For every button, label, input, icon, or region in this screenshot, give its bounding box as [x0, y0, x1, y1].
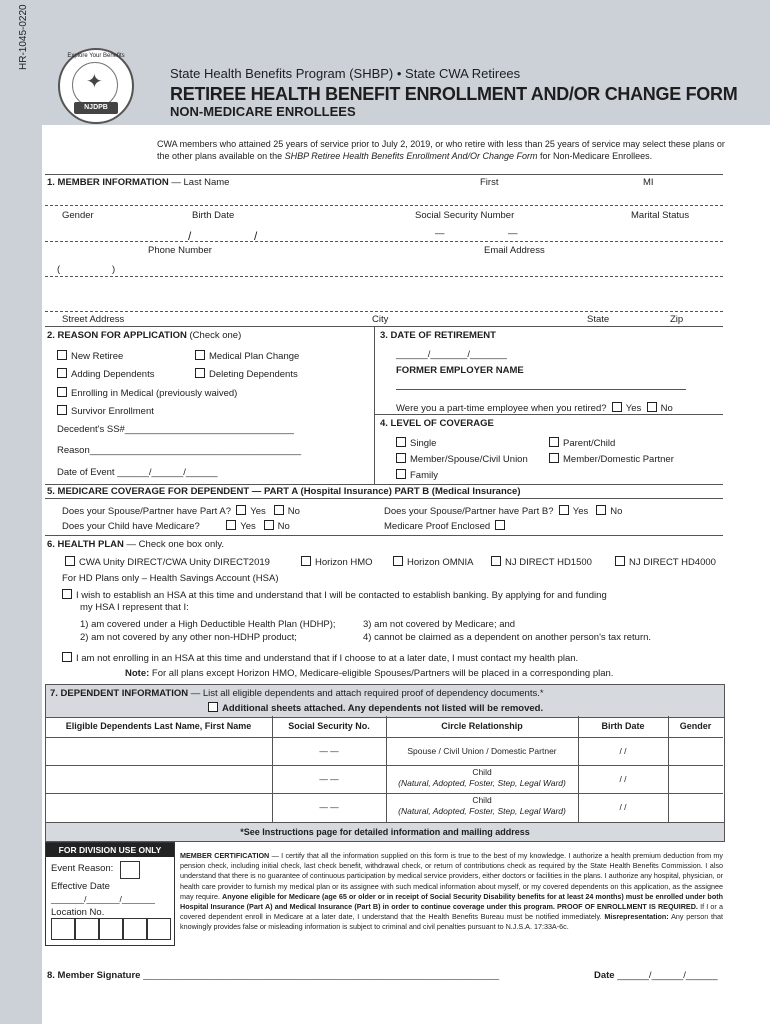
spouse-part-a-question: Does your Spouse/Partner have Part A? Yes No [62, 506, 300, 517]
member-certification: MEMBER CERTIFICATION — I certify that all the information supplied on this form is true to the best of my knowledge. I authorize a health premium deduction from my pension check, including initial check, last check benefit, withdrawal check, or return of contributions check as required by the State Health Benefits Commission. I also understand that there is no guarantee of continuous participation by medical service providers, either doctors or facilities in the plans. I authorize any hospital, physician, or health care provider to furnish my medical plan or its assignee with such medical information about myself, or my covered dependents on this application, as the assignee may require. Anyone eligible for Medicare (age 65 or older or in receipt of Social Security Disability benefits for at least 24 months) must be enrolled under both Hospital Insurance (Part A) and Medical Insurance (Part B) in order to continue coverage under this program. PROOF OF ENROLLMENT IS REQUIRED. If I or a covered dependent enroll in Medicare at a later date, I understand that the Health Benefits Bureau must be notified immediately. Misrepresentation: Any person that knowingly provides false or misleading information is subject to criminal and civil penalties pursuant to N.J.S.A. 17:33A-6c. [180, 851, 724, 932]
part-b-no-checkbox[interactable] [596, 505, 606, 515]
medical-plan-change-checkbox[interactable]: Medical Plan Change [195, 350, 299, 362]
member-spouse-checkbox[interactable]: Member/Spouse/Civil Union [396, 453, 528, 465]
date-of-event-field[interactable]: Date of Event ______/______/______ [57, 467, 218, 478]
parent-child-checkbox[interactable]: Parent/Child [549, 437, 615, 449]
hd-plans-note: For HD Plans only – Health Savings Account (HSA) [62, 573, 279, 584]
effective-date-label: Effective Date [51, 881, 110, 892]
program-name: State Health Benefits Program (SHBP) • State CWA Retirees [170, 66, 521, 81]
street-label: Street Address [62, 314, 125, 325]
child-medicare-question: Does your Child have Medicare? Yes No [62, 521, 290, 532]
col-birth-date: Birth Date [601, 721, 645, 731]
col-gender: Gender [679, 721, 712, 731]
ssn-label: Social Security Number [415, 210, 515, 221]
section1-heading: 1. MEMBER INFORMATION — Last Name [47, 177, 230, 188]
location-digit-box[interactable] [147, 918, 171, 940]
additional-sheets-checkbox[interactable]: Additional sheets attached. Any dependents not listed will be removed. [208, 702, 543, 714]
signature-date-field[interactable]: ______/______/______ [617, 970, 718, 981]
spouse-part-b-question: Does your Spouse/Partner have Part B? Yes No [384, 506, 623, 517]
col-ssn: Social Security No. [288, 721, 370, 731]
col-relationship: Circle Relationship [441, 721, 523, 731]
hsa-rep-1: 1) am covered under a High Deductible Health Plan (HDHP); [80, 619, 336, 630]
hsa-represent-text: my HSA I represent that I: [80, 602, 189, 613]
single-checkbox[interactable]: Single [396, 437, 436, 449]
signature-line[interactable]: ________________________________________________________________________________ [143, 971, 500, 980]
zip-label: Zip [670, 314, 684, 325]
division-use-box: FOR DIVISION USE ONLY Event Reason: Effective Date _______/_______/_______ Location No. [45, 842, 175, 946]
location-label: Location No. [51, 907, 105, 918]
location-digit-box[interactable] [51, 918, 75, 940]
state-label: State [587, 314, 610, 325]
hsa-wish-checkbox[interactable]: I wish to establish an HSA at this time and understand that I will be contacted to establish banking. By applying for and funding [62, 589, 607, 601]
phone-label: Phone Number [148, 245, 212, 256]
name-input-line[interactable] [45, 205, 723, 206]
section4-heading: 4. LEVEL OF COVERAGE [380, 418, 494, 429]
form-title: RETIREE HEALTH BENEFIT ENROLLMENT AND/OR CHANGE FORM [170, 84, 738, 104]
event-reason-label: Event Reason: [51, 863, 114, 874]
col-dependent-name: Eligible Dependents Last Name, First Name [65, 721, 252, 731]
location-digit-box[interactable] [123, 918, 147, 940]
plan-hd4000-checkbox[interactable]: NJ DIRECT HD4000 [615, 556, 716, 568]
hsa-rep-2: 2) am not covered by any other non-HDHP product; [80, 632, 297, 643]
decedent-ssn-field[interactable]: Decedent's SS#________________________________ [57, 424, 294, 435]
hsa-rep-3: 3) am not covered by Medicare; and [363, 619, 516, 630]
section2-heading: 2. REASON FOR APPLICATION (Check one) [47, 330, 242, 341]
njdpb-seal-logo: Explore Your Benefits ✦ NJDPB [58, 48, 134, 124]
section7-header: 7. DEPENDENT INFORMATION — List all eligible dependents and attach required proof of dependency documents.* Additional sheets attached. Any dependents not listed will be removed. [45, 684, 725, 718]
form-id: HR-1045-0220 [18, 4, 29, 70]
section6-heading: 6. HEALTH PLAN — Check one box only. [47, 539, 225, 550]
instructions-note: *See Instructions page for detailed information and mailing address [45, 822, 725, 842]
part-a-no-checkbox[interactable] [274, 505, 284, 515]
former-employer-label: FORMER EMPLOYER NAME [396, 365, 524, 376]
signature-date: Date ______/______/______ [594, 970, 718, 981]
birth-date-label: Birth Date [192, 210, 235, 221]
plan-horizon-omnia-checkbox[interactable]: Horizon OMNIA [393, 556, 474, 568]
child-medicare-yes-checkbox[interactable] [226, 520, 236, 530]
former-employer-input-line[interactable] [396, 389, 686, 390]
medicare-spouse-note: Note: For all plans except Horizon HMO, Medicare-eligible Spouses/Partners will be placed in a corresponding plan. [125, 668, 614, 679]
enrolling-medical-checkbox[interactable]: Enrolling in Medical (previously waived) [57, 387, 237, 399]
gender-label: Gender [62, 210, 94, 221]
retirement-date-field[interactable]: ______/_______/_______ [396, 349, 507, 360]
form-subtitle: NON-MEDICARE ENROLLEES [170, 104, 356, 119]
address-input-line[interactable] [45, 311, 723, 312]
location-digit-box[interactable] [99, 918, 123, 940]
city-label: City [372, 314, 389, 325]
first-name-label: First [480, 177, 499, 188]
hsa-rep-4: 4) cannot be claimed as a dependent on another person's tax return. [363, 632, 652, 643]
child-medicare-no-checkbox[interactable] [264, 520, 274, 530]
part-b-yes-checkbox[interactable] [559, 505, 569, 515]
section3-heading: 3. DATE OF RETIREMENT [380, 330, 496, 341]
marital-status-label: Marital Status [631, 210, 690, 221]
compass-icon: ✦ [86, 71, 103, 93]
medicare-proof-question: Medicare Proof Enclosed [384, 520, 509, 532]
gender-ssn-input-line[interactable] [45, 241, 723, 242]
part-time-no-checkbox[interactable] [647, 402, 657, 412]
section5-heading: 5. MEDICARE COVERAGE FOR DEPENDENT — PART A (Hospital Insurance) PART B (Medical Insurance) [47, 486, 521, 497]
location-digit-box[interactable] [75, 918, 99, 940]
phone-email-input-line[interactable] [45, 276, 723, 277]
plan-cwa-unity-checkbox[interactable]: CWA Unity DIRECT/CWA Unity DIRECT2019 [65, 556, 270, 568]
mi-label: MI [643, 177, 654, 188]
left-margin-bar [0, 125, 42, 1024]
medicare-proof-checkbox[interactable] [495, 520, 505, 530]
family-checkbox[interactable]: Family [396, 469, 438, 481]
member-domestic-checkbox[interactable]: Member/Domestic Partner [549, 453, 674, 465]
part-a-yes-checkbox[interactable] [236, 505, 246, 515]
part-time-yes-checkbox[interactable] [612, 402, 622, 412]
reason-field[interactable]: Reason________________________________________ [57, 445, 302, 456]
signature-row: 8. Member Signature ________________________________________________________________________________ [47, 970, 500, 981]
part-time-question: Were you a part-time employee when you retired? Yes No [396, 403, 673, 414]
plan-horizon-hmo-checkbox[interactable]: Horizon HMO [301, 556, 373, 568]
email-label: Email Address [484, 245, 545, 256]
adding-dependents-checkbox[interactable]: Adding Dependents [57, 368, 154, 380]
effective-date-field[interactable]: _______/_______/_______ [51, 894, 155, 904]
deleting-dependents-checkbox[interactable]: Deleting Dependents [195, 368, 298, 380]
intro-paragraph: CWA members who attained 25 years of service prior to July 2, 2019, or who retire with less than 25 years of service may select these plans or the other plans available on the SHBP Retiree Health Benefits Enrollment And/Or Change Form for Non-Medicare Enrollees. [157, 139, 725, 161]
plan-hd1500-checkbox[interactable]: NJ DIRECT HD1500 [491, 556, 592, 568]
survivor-enrollment-checkbox[interactable]: Survivor Enrollment [57, 405, 154, 417]
event-reason-box[interactable] [120, 861, 140, 879]
hsa-not-enrolling-checkbox[interactable]: I am not enrolling in an HSA at this time and understand that if I choose to at a later date, I must contact my health plan. [62, 652, 578, 664]
new-retiree-checkbox[interactable]: New Retiree [57, 350, 123, 362]
